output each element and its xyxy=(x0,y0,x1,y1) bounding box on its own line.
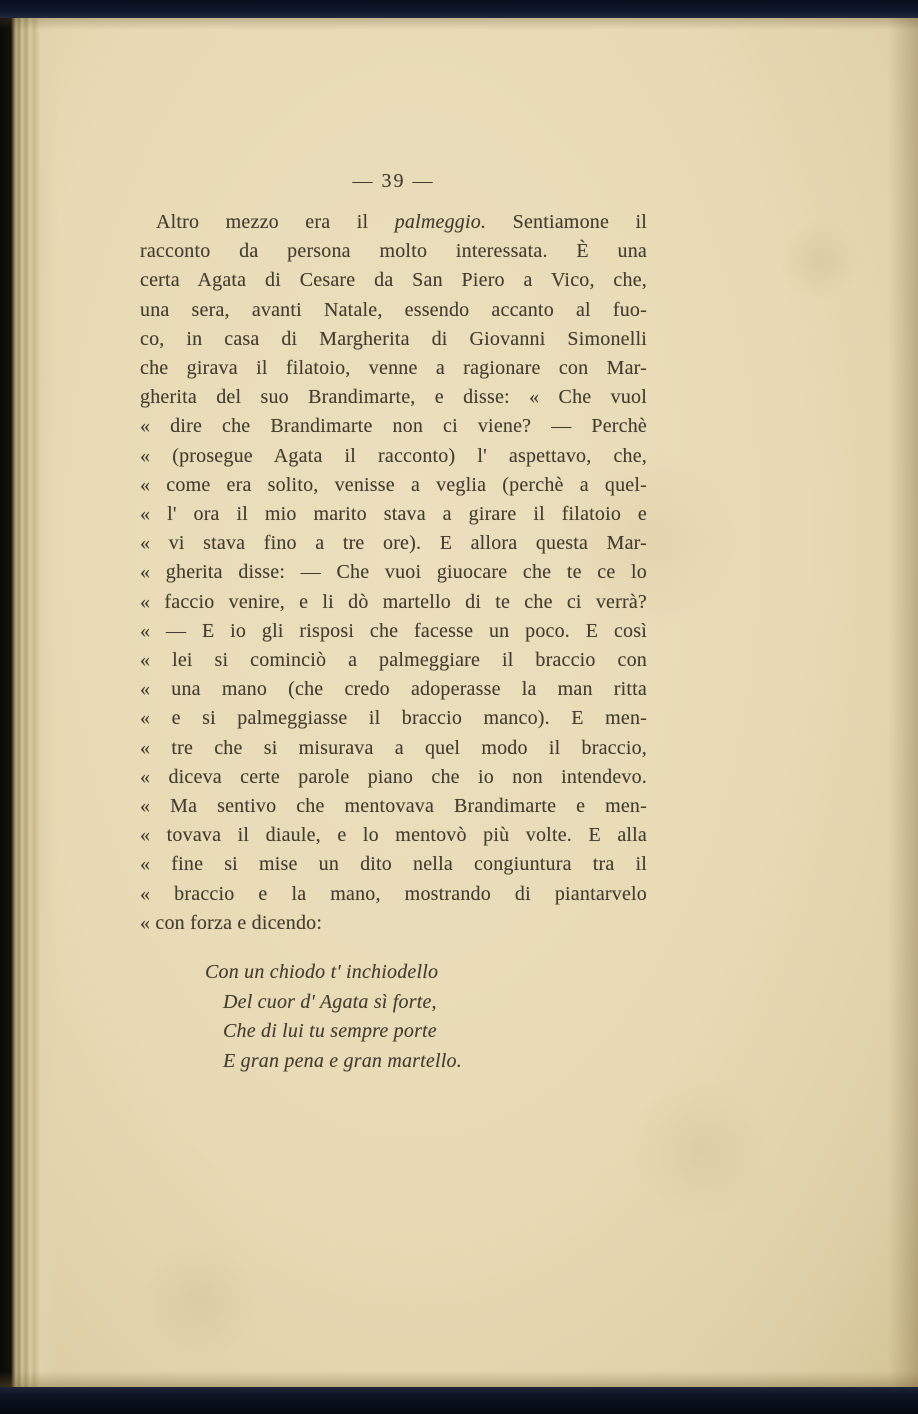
text-line: « e si palmeggiasse il braccio manco). E men- xyxy=(140,707,647,730)
text-line: « con forza e dicendo: xyxy=(140,911,323,934)
text-segment: Sentiamone il xyxy=(486,211,648,233)
scan-edge-top xyxy=(0,0,918,18)
text-line: « faccio venire, e li dò martello di te che ci verrà? xyxy=(140,590,647,613)
poem-line: Del cuor d' Agata sì forte, xyxy=(223,990,437,1013)
text-line: certa Agata di Cesare da San Piero a Vico, che, xyxy=(140,269,647,292)
poem-line: E gran pena e gran martello. xyxy=(223,1049,462,1072)
body-text xyxy=(140,208,647,938)
text-line: co, in casa di Margherita di Giovanni Simonelli xyxy=(140,327,647,350)
text-line: « dire che Brandimarte non ci viene? — Perchè xyxy=(140,415,647,438)
page-number: — 39 — xyxy=(352,170,435,192)
text-line xyxy=(140,208,647,237)
book-binding-edge xyxy=(0,0,58,1414)
text-segment: Altro mezzo era il xyxy=(156,211,395,233)
text-line: « gherita disse: — Che vuoi giuocare che te ce lo xyxy=(140,561,647,584)
poem-line: Con un chiodo t' inchiodello xyxy=(205,961,439,983)
text-line: « fine si mise un dito nella congiuntura tra il xyxy=(140,853,647,876)
text-line: « lei si cominciò a palmeggiare il braccio con xyxy=(140,649,647,672)
text-line: « tre che si misurava a quel modo il braccio, xyxy=(140,736,647,759)
text-line: racconto da persona molto interessata. È una xyxy=(140,240,647,263)
text-line: « tovava il diaule, e lo mentovò più volte. E alla xyxy=(140,824,647,847)
text-line: « l' ora il mio marito stava a girare il filatoio e xyxy=(140,503,647,526)
bottom-edge-shadow xyxy=(0,1371,918,1387)
poem-line: Che di lui tu sempre porte xyxy=(223,1020,437,1043)
text-line: una sera, avanti Natale, essendo accanto al fuo- xyxy=(140,298,647,321)
text-line: « diceva certe parole piano che io non intendevo. xyxy=(140,765,647,788)
text-line: « braccio e la mano, mostrando di piantarvelo xyxy=(140,882,647,905)
text-line: « vi stava fino a tre ore). E allora questa Mar- xyxy=(140,532,647,555)
text-line: « come era solito, venisse a veglia (perchè a quel- xyxy=(140,473,647,496)
top-edge-shadow xyxy=(0,18,918,30)
page-edge-right xyxy=(888,0,918,1414)
text-segment-italic: palmeggio. xyxy=(394,211,487,233)
text-line: gherita del suo Brandimarte, e disse: « Che vuol xyxy=(140,386,647,409)
text-line: « Ma sentivo che mentovava Brandimarte e men- xyxy=(140,795,647,818)
text-line: « (prosegue Agata il racconto) l' aspettavo, che, xyxy=(140,444,647,467)
text-line: « una mano (che credo adoperasse la man ritta xyxy=(140,678,647,701)
text-line: « — E io gli risposi che facesse un poco. E così xyxy=(140,619,647,642)
text-line: che girava il filatoio, venne a ragionare con Mar- xyxy=(140,357,647,380)
poem xyxy=(205,958,625,1076)
scan-edge-bottom xyxy=(0,1387,918,1414)
